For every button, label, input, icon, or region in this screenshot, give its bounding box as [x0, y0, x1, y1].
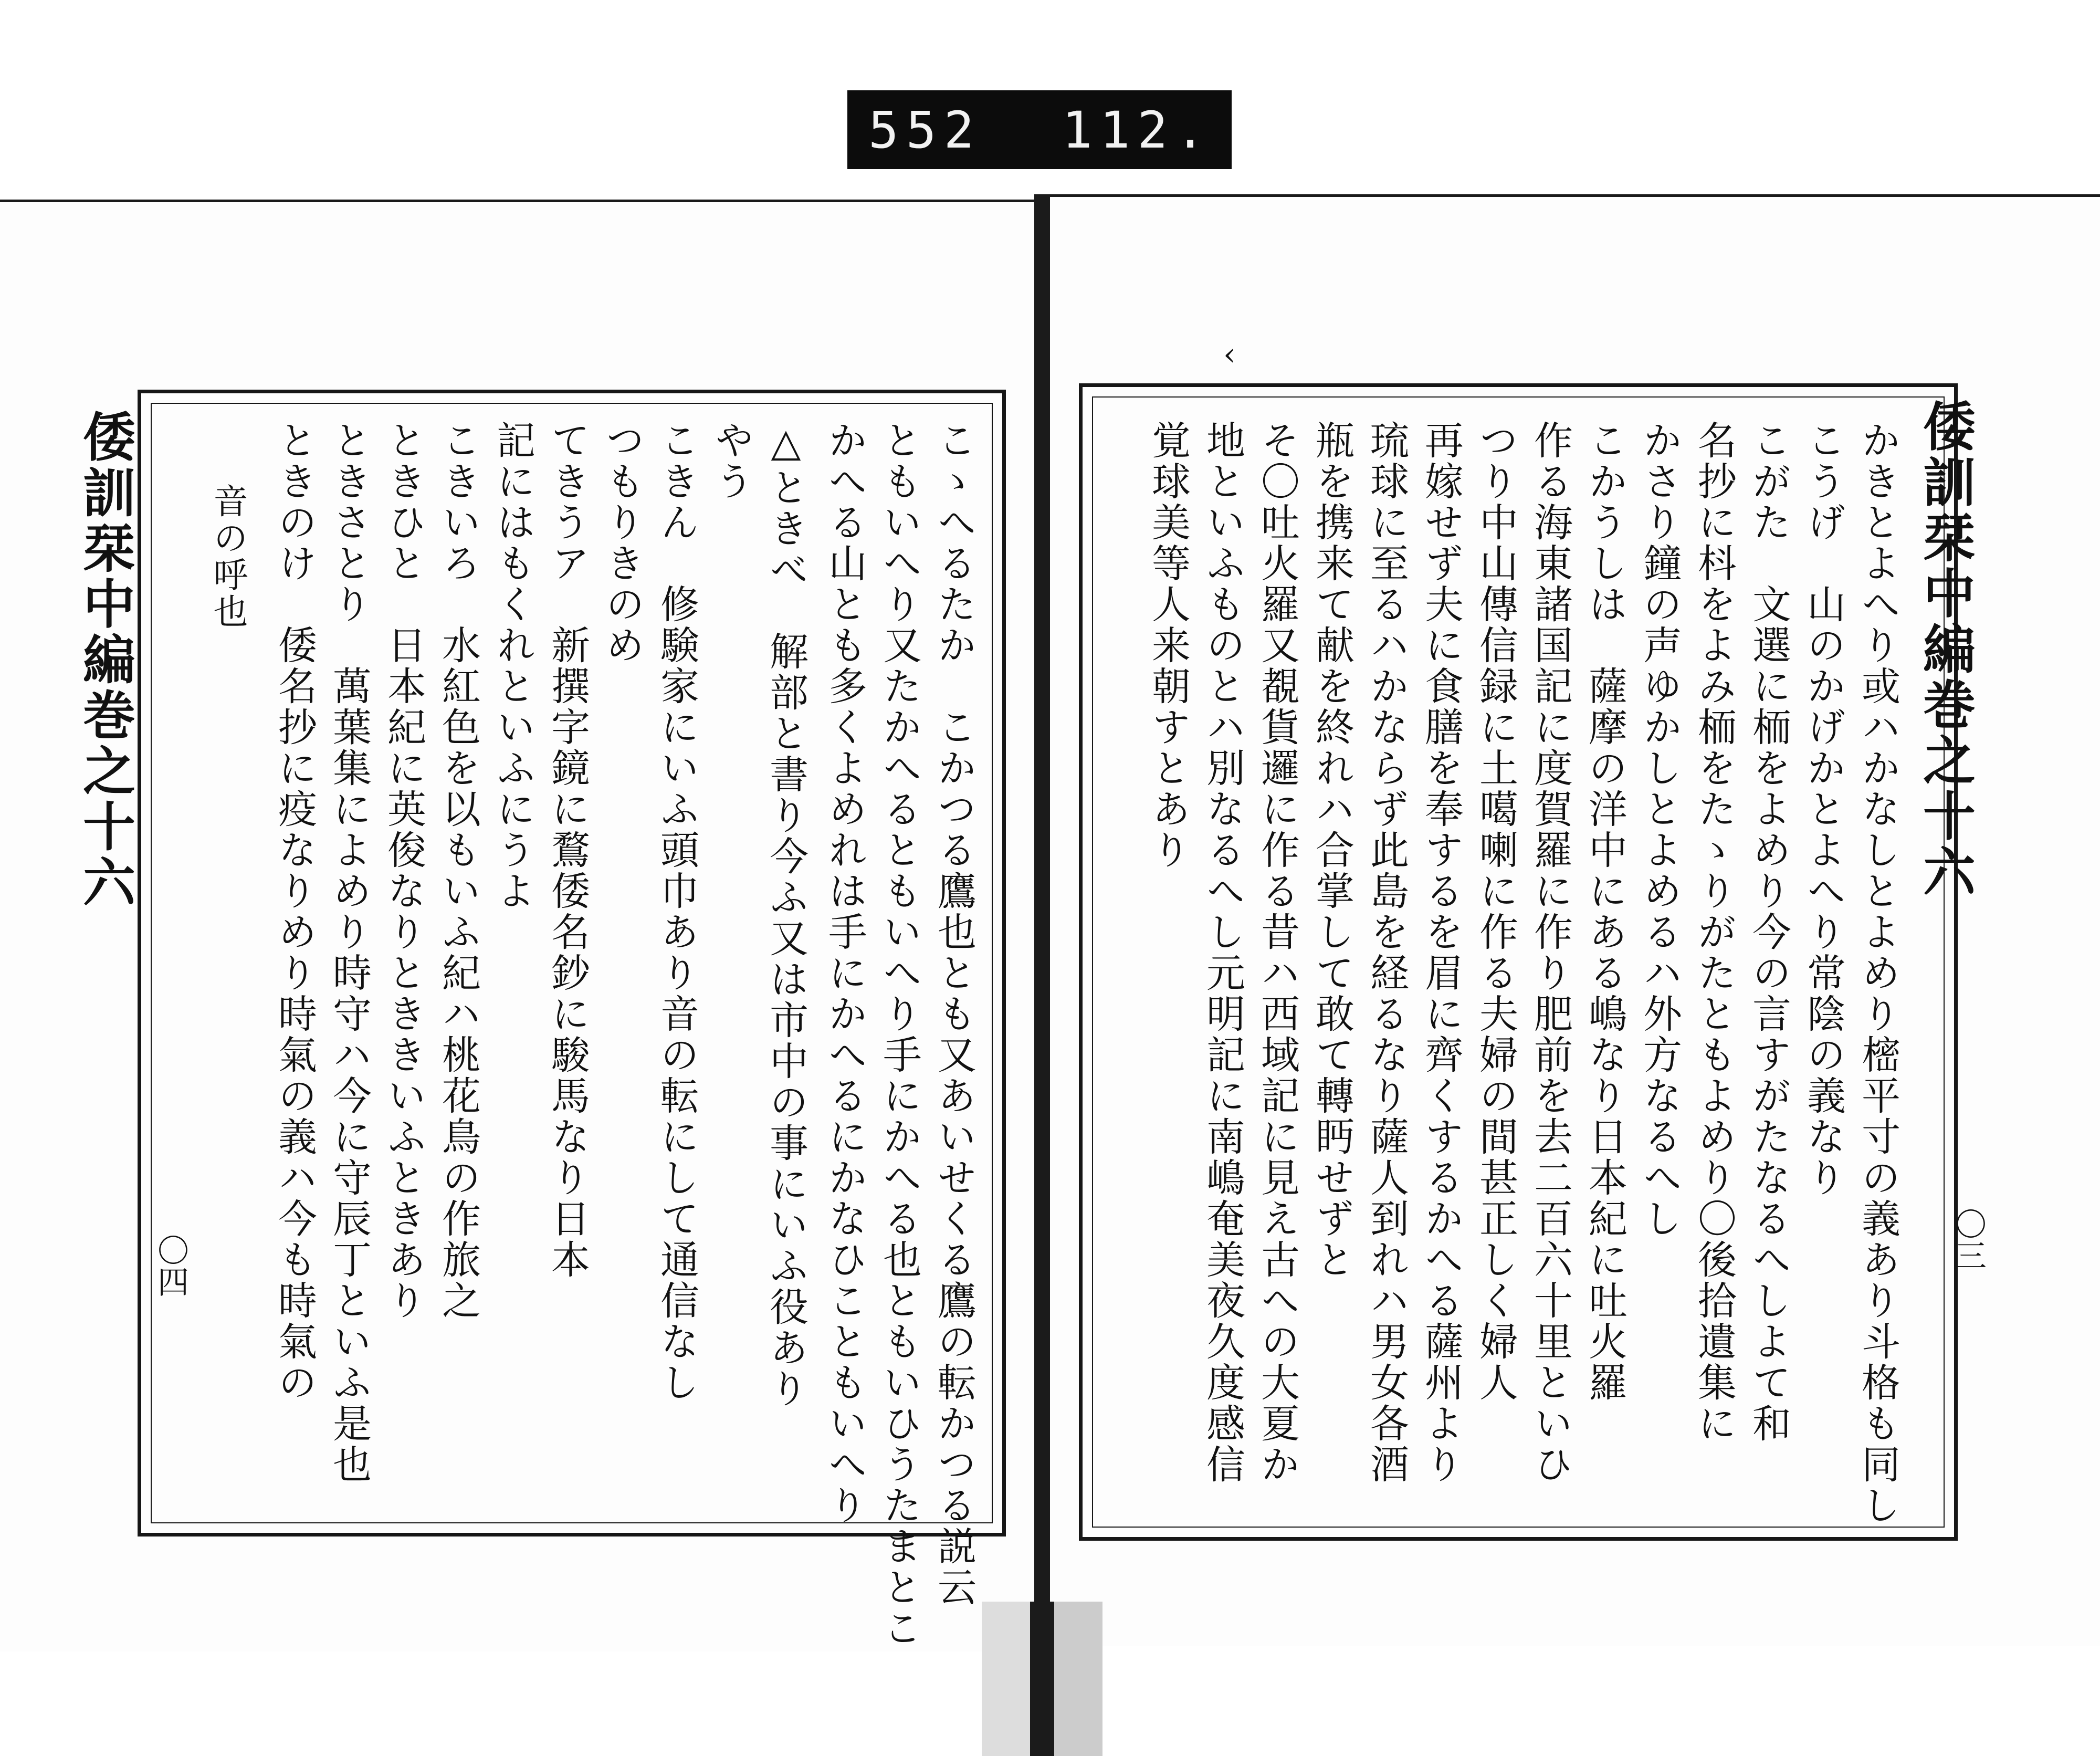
left-text-column: こきん 修験家にいふ頭巾あり音の転にして通信なし [654, 420, 699, 1403]
left-page-title-strip: 倭訓栞中編巻之十六 [74, 410, 136, 911]
right-text-column: そ〇吐火羅又覩貨邏に作る昔ハ西域記に見え古への大夏か [1255, 420, 1300, 1485]
left-text-column: 記にはもくれといふにうよ [490, 420, 536, 912]
film-label-left: 552 [868, 101, 982, 160]
book-spine [1034, 194, 1050, 1756]
left-text-column: 音の呼也 [207, 483, 248, 630]
left-text-column: かへる山とも多くよめれは手にかへるにかなひこともいへり [822, 420, 867, 1526]
right-text-column: 琉球に至るハかならず此島を経るなり薩人到れハ男女各酒 [1364, 420, 1409, 1485]
left-text-column: つもりきのめ [600, 420, 645, 666]
left-text-column: やう [709, 420, 754, 502]
left-folio: 〇四 [152, 1234, 189, 1297]
stray-mark: ‹ [1223, 336, 1236, 373]
right-text-column: 名抄に枓をよみ栭をたゝりがたともよめり〇後拾遺集に [1692, 420, 1737, 1444]
left-text-column: ときさとり 萬葉集によめり時守ハ今に守辰丁といふ是也 [327, 420, 372, 1485]
right-text-column: 作る海東諸国記に度賀羅に作り肥前を去二百六十里といひ [1528, 420, 1573, 1485]
left-text-column: ときひと 日本紀に英俊なりとききいふときあり [381, 420, 426, 1321]
right-text-column: 再嫁せず夫に食膳を奉するを眉に齊くするかへる薩州より [1419, 420, 1464, 1485]
left-text-column: こゝへるたか こかつる鷹也とも又あいせくる鷹の転かつる説云 [931, 420, 976, 1608]
right-text-column: こがた 文選に栭をよめり今の言すがたなるへしよて和 [1746, 420, 1791, 1444]
left-text-column: ともいへり又たかへるともいへり手にかへる也ともいひうたまとこ [877, 420, 922, 1649]
right-text-column: かさり鐘の声ゆかしとよめるハ外方なるへし [1637, 420, 1682, 1239]
right-text-column: かきとよへり或ハかなしとよめり樒平寸の義あり斗格も同し [1855, 420, 1900, 1526]
left-text-column: ときのけ 倭名抄に疫なりめり時氣の義ハ今も時氣の [272, 420, 317, 1403]
right-text-column: こかうしは 薩摩の洋中にある嶋なり日本紀に吐火羅 [1582, 420, 1628, 1403]
film-label-right: 112. [1062, 101, 1213, 160]
right-text-column: 覚球美等人来朝すとあり [1146, 420, 1191, 871]
film-frame-label [847, 90, 1232, 169]
right-text-column: つり中山傳信録に土噶喇に作る夫婦の間甚正しく婦人 [1473, 420, 1518, 1403]
left-text-column: △ときべ 解部と書り今ふ又は市中の事にいふ役あり [763, 420, 808, 1409]
right-text-column: 瓶を携来て献を終れハ合掌して敢て轉眄せずと [1309, 420, 1354, 1280]
right-text-column: こうげ 山のかげかとよへり常陰の義なり [1801, 420, 1846, 1198]
right-page-title-strip: 倭訓栞中編巻之十六 [1914, 399, 1976, 900]
spine-foot [982, 1602, 1102, 1756]
right-text-column: 地といふものとハ別なるへし元明記に南嶋奄美夜久度感信 [1200, 420, 1245, 1485]
right-folio: 〇三 [1950, 1208, 1987, 1271]
left-text-column: てきうア 新撰字鏡に鶩倭名鈔に駿馬なり日本 [545, 420, 590, 1280]
left-text-column: こきいろ 水紅色を以もいふ紀ハ桃花鳥の作旅之 [436, 420, 481, 1321]
